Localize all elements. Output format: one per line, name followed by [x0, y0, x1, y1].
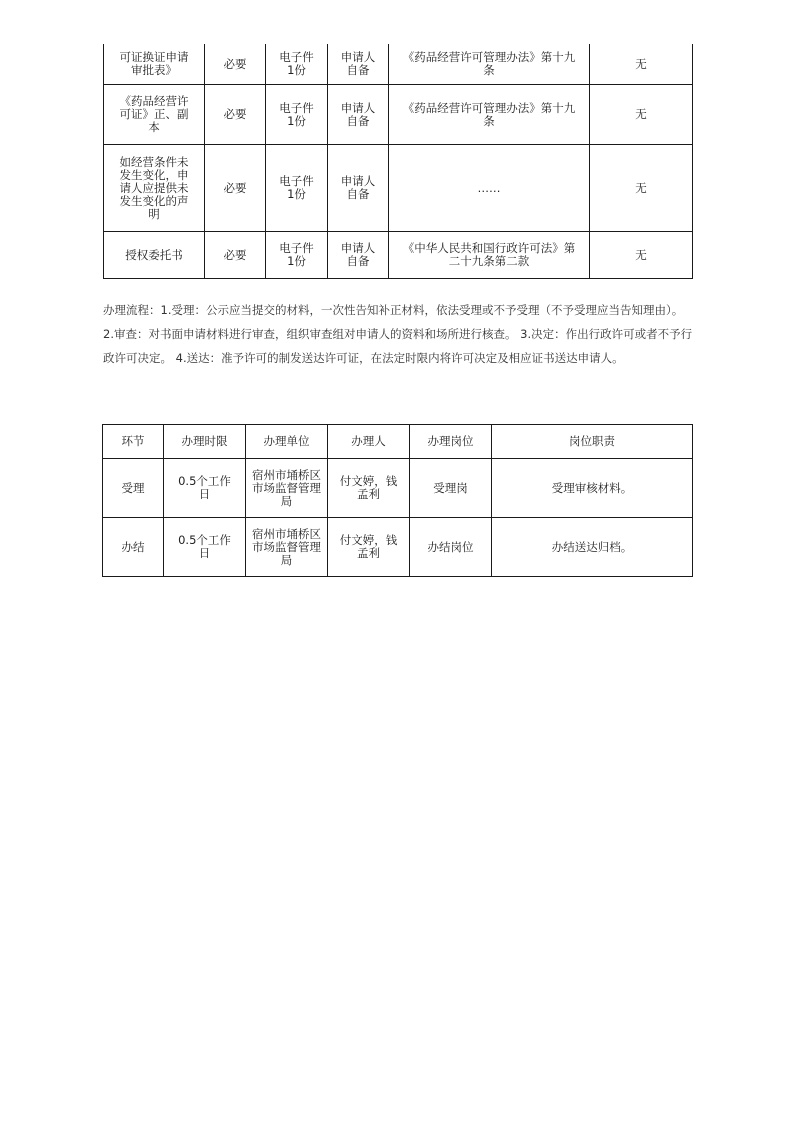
- handler-cell: 付文婷，钱孟利: [328, 518, 410, 577]
- notes-cell: 无: [590, 85, 693, 145]
- process-description: 办理流程：1.受理：公示应当提交的材料，一次性告知补正材料，依法受理或不予受理（不予受理应当告知理由）。 2.审查：对书面申请材料进行审查，组织审查组对申请人的资料和场所进行核查。 3.决定：作出行政许可或者不予行政许可决定。 4.送达：准予许可的制发送达许可证，在法定时限内将许可决定及相应证书送达申请人。: [103, 303, 693, 365]
- unit-cell: 宿州市埇桥区市场监督管理局: [246, 518, 328, 577]
- stage-cell: 办结: [103, 518, 164, 577]
- column-header: 环节: [103, 425, 164, 459]
- table-row: [104, 85, 693, 145]
- material-name-cell: 可证换证申请审批表》: [104, 44, 205, 85]
- handler-cell: 付文婷，钱孟利: [328, 459, 410, 518]
- unit-cell: 宿州市埇桥区市场监督管理局: [246, 459, 328, 518]
- source-cell: 申请人 自备: [328, 85, 389, 145]
- source-cell: 申请人 自备: [328, 44, 389, 85]
- material-name-cell: 授权委托书: [104, 232, 205, 279]
- materials-table: [103, 44, 693, 279]
- source-cell: 申请人 自备: [328, 145, 389, 232]
- basis-cell: 《药品经营许可管理办法》第十九条: [389, 44, 590, 85]
- table-row: [104, 145, 693, 232]
- table-row: [103, 518, 693, 577]
- column-header: 办理单位: [246, 425, 328, 459]
- required-cell: 必要: [205, 145, 266, 232]
- column-header: 办理时限: [164, 425, 246, 459]
- duty-cell: 办结送达归档。: [492, 518, 693, 577]
- format-cell: 电子件 1份: [266, 44, 328, 85]
- column-header: 岗位职责: [492, 425, 693, 459]
- column-header: 办理人: [328, 425, 410, 459]
- format-cell: 电子件 1份: [266, 85, 328, 145]
- material-name-cell: 《药品经营许可证》正、副本: [104, 85, 205, 145]
- basis-cell: 《药品经营许可管理办法》第十九条: [389, 85, 590, 145]
- time-limit-cell: 0.5个工作日: [164, 459, 246, 518]
- table-row: [104, 44, 693, 85]
- required-cell: 必要: [205, 85, 266, 145]
- format-cell: 电子件 1份: [266, 145, 328, 232]
- format-cell: 电子件 1份: [266, 232, 328, 279]
- notes-cell: 无: [590, 232, 693, 279]
- process-steps-table: [102, 424, 693, 577]
- duty-cell: 受理审核材料。: [492, 459, 693, 518]
- post-cell: 受理岗: [410, 459, 492, 518]
- source-cell: 申请人 自备: [328, 232, 389, 279]
- basis-cell: 《中华人民共和国行政许可法》第二十九条第二款: [389, 232, 590, 279]
- stage-cell: 受理: [103, 459, 164, 518]
- required-cell: 必要: [205, 44, 266, 85]
- notes-cell: 无: [590, 145, 693, 232]
- required-cell: 必要: [205, 232, 266, 279]
- material-name-cell: 如经营条件未发生变化，申请人应提供未发生变化的声明: [104, 145, 205, 232]
- post-cell: 办结岗位: [410, 518, 492, 577]
- notes-cell: 无: [590, 44, 693, 85]
- basis-cell: ……: [389, 145, 590, 232]
- time-limit-cell: 0.5个工作日: [164, 518, 246, 577]
- column-header: 办理岗位: [410, 425, 492, 459]
- table-row: [104, 232, 693, 279]
- table-row: [103, 459, 693, 518]
- table-header-row: [103, 425, 693, 459]
